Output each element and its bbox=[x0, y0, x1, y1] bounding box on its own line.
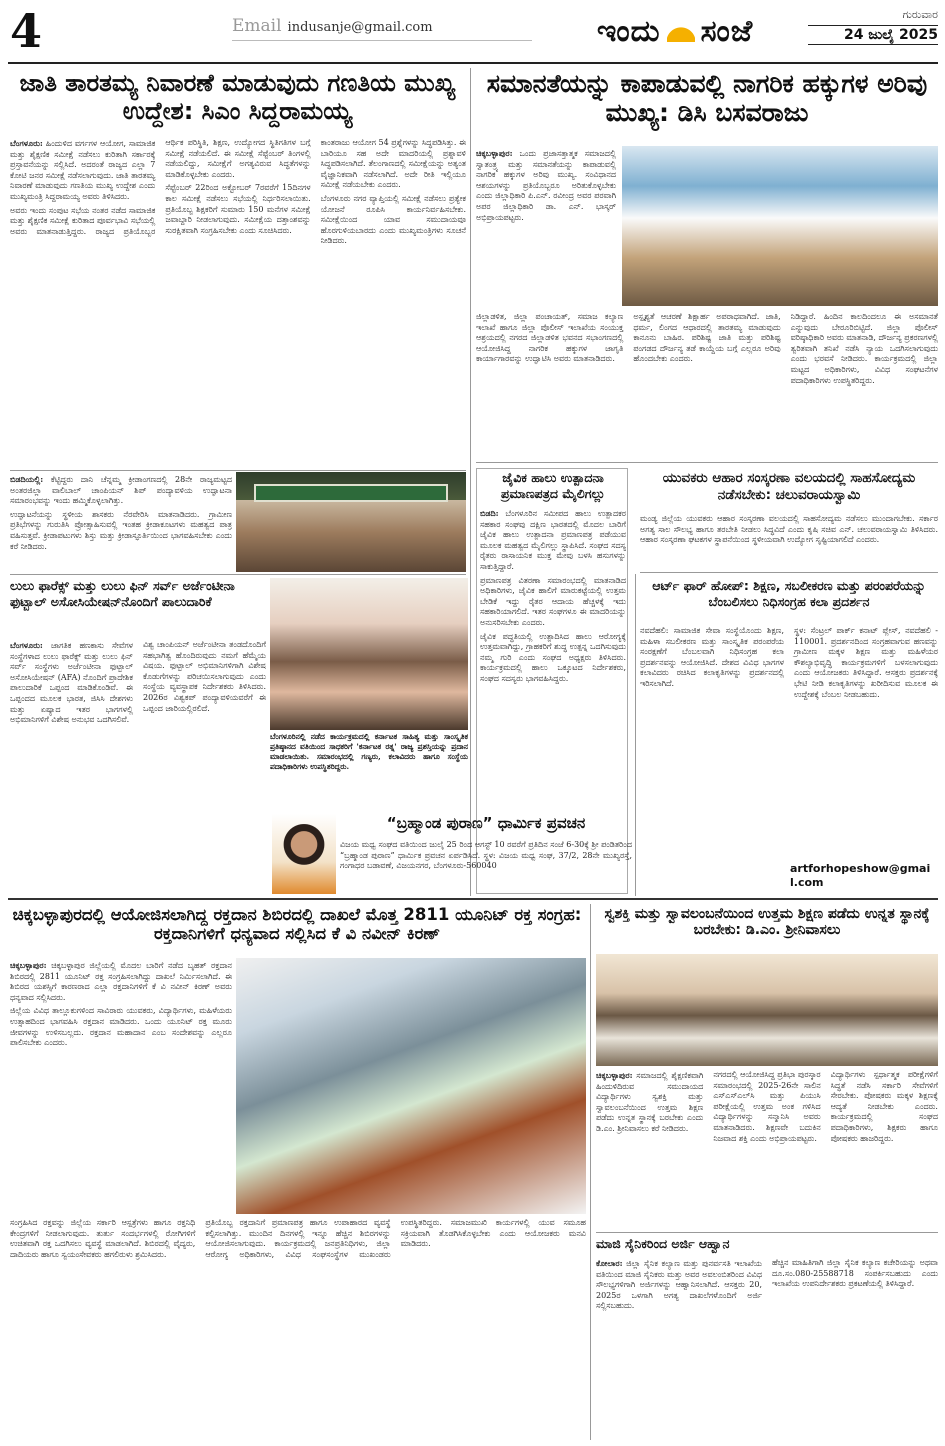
article-body bbox=[476, 148, 616, 306]
dateline: ಬೆಂಗಳೂರು: bbox=[10, 138, 43, 148]
paragraph: ನಗರದಲ್ಲಿ ಆಯೋಜಿಸಿದ್ದ ಪ್ರತಿಭಾ ಪುರಸ್ಕಾರ ಸಮಾರಂಭದಲ್ಲಿ 2025-26ನೇ ಸಾಲಿನ ಎಸ್ಎಸ್ಎಲ್‌ಸಿ ಮತ್ತು ಪಿಯುಸಿ ಪರೀಕ್ಷೆಯಲ್ಲಿ ಉತ್ತಮ ಅಂಕ ಗಳಿಸಿದ ವಿದ್ಯಾರ್ಥಿಗಳನ್ನು ಸನ್ಮಾನಿಸಿ ಅವರು ಮಾತನಾಡಿದರು. ಶಿಕ್ಷಣವೇ ಬದುಕಿನ ನಿಜವಾದ ಶಕ್ತಿ ಎಂದು ಅಭಿಪ್ರಾಯಪಟ್ಟರು. bbox=[713, 1070, 821, 1143]
dateline: ಬೆಂಗಳೂರು: bbox=[10, 640, 43, 650]
issue-date: 24 ಜುಲೈ 2025 bbox=[808, 25, 938, 45]
article-body bbox=[10, 474, 232, 570]
logo-text-right: ಸಂಜೆ bbox=[700, 13, 754, 49]
paragraph: ಜಿಲ್ಲೆಯ ವಿವಿಧ ತಾಲ್ಲೂಕುಗಳಿಂದ ಸಾವಿರಾರು ಯುವಕರು, ವಿದ್ಯಾರ್ಥಿಗಳು, ಮಹಿಳೆಯರು ಉತ್ಸಾಹದಿಂದ ಭಾಗವಹಿಸಿ ರಕ್ತದಾನ ಮಾಡಿದರು. ಒಂದು ಯೂನಿಟ್ ರಕ್ತ ಮೂರು ಜೀವಗಳನ್ನು ಉಳಿಸಬಲ್ಲದು. ರಕ್ತದಾನ ಮಹಾದಾನ ಎಂಬ ಸಂದೇಶವನ್ನು ಎಲ್ಲರೂ ಪಾಲಿಸಬೇಕು ಎಂದರು. bbox=[10, 1006, 232, 1048]
headline: “ಬ್ರಹ್ಮಾಂಡ ಪುರಾಣ” ಧಾರ್ಮಿಕ ಪ್ರವಚನ bbox=[386, 814, 586, 832]
headline: ಮಾಜಿ ಸೈನಿಕರಿಂದ ಅರ್ಜಿ ಆಹ್ವಾನ bbox=[596, 1236, 730, 1251]
paragraph: ಉದ್ಘಾಟನೆಯನ್ನು ಸ್ಥಳೀಯ ಶಾಸಕರು ನೆರವೇರಿಸಿ ಮಾತನಾಡಿದರು. ಗ್ರಾಮೀಣ ಪ್ರತಿಭೆಗಳನ್ನು ಗುರುತಿಸಿ ಪ್ರೋತ್ಸಾಹಿಸುವಲ್ಲಿ ಇಂತಹ ಕ್ರೀಡಾಕೂಟಗಳು ಮಹತ್ವದ ಪಾತ್ರ ವಹಿಸುತ್ತವೆ. ಕ್ರೀಡಾಪಟುಗಳು ಶಿಸ್ತು ಮತ್ತು ಕ್ರೀಡಾಸ್ಫೂರ್ತಿಯಿಂದ ಭಾಗವಹಿಸಬೇಕು ಎಂದು ಕರೆ ನೀಡಿದರು. bbox=[10, 509, 232, 551]
headline: ಯುವಕರು ಆಹಾರ ಸಂಸ್ಕರಣಾ ವಲಯದಲ್ಲಿ ಸಾಹಸೋದ್ಯಮ ನಡೆಸಬೇಕು: ಚಲುವರಾಯಸ್ವಾಮಿ bbox=[662, 470, 916, 503]
paragraph: ಬೆಂಗಳೂರಿನ ಸಮೀಪದ ಹಾಲು ಉತ್ಪಾದಕರ ಸಹಕಾರ ಸಂಘವು ದಕ್ಷಿಣ ಭಾರತದಲ್ಲಿ ಮೊದಲ ಬಾರಿಗೆ ಜೈವಿಕ ಹಾಲು ಉತ್ಪಾದನಾ ಪ್ರಮಾಣಪತ್ರ ಪಡೆಯುವ ಮೂಲಕ ಮಹತ್ವದ ಮೈಲಿಗಲ್ಲು ಸ್ಥಾಪಿಸಿದೆ. ಸಂಘದ ಸದಸ್ಯ ರೈತರು ರಾಸಾಯನಿಕ ಮುಕ್ತ ಮೇವು ಬಳಸಿ ಹಸುಗಳನ್ನು ಸಾಕುತ್ತಿದ್ದಾರೆ. bbox=[480, 509, 626, 571]
paragraph: ಹಿಂದುಳಿದ ವರ್ಗಗಳ ಆಯೋಗ, ಸಾಮಾಜಿಕ ಮತ್ತು ಶೈಕ್ಷಣಿಕ ಸಮೀಕ್ಷೆ ನಡೆಸಲು ಕುರಿತಾಗಿ ಸರ್ಕಾರಕ್ಕೆ ಪ್ರಸ್ತಾವನೆಯನ್ನು ಸಲ್ಲಿಸಿದೆ. ಅದರಂತೆ ರಾಜ್ಯದ ಎಲ್ಲಾ 7 ಕೋಟಿ ಜನರ ಸಮೀಕ್ಷೆ ನಡೆಸಲಾಗುವುದು. ಜಾತಿ ತಾರತಮ್ಯ ನಿವಾರಣೆ ಮಾಡುವುದು ಗಣತಿಯ ಮುಖ್ಯ ಉದ್ದೇಶ ಎಂದು ಮುಖ್ಯಮಂತ್ರಿ ಸಿದ್ದರಾಮಯ್ಯ ಅವರು ತಿಳಿಸಿದರು. bbox=[10, 139, 156, 201]
paragraph: ವಿಶ್ವ ಚಾಂಪಿಯನ್ ಅರ್ಜೆಂಟೀನಾ ತಂಡದೊಂದಿಗೆ ಸಹಭಾಗಿತ್ವ ಹೊಂದಿರುವುದು ನಮಗೆ ಹೆಮ್ಮೆಯ ವಿಷಯ. ಫುಟ್ಬಾಲ್ ಅಭಿಮಾನಿಗಳಿಗಾಗಿ ವಿಶೇಷ ಕೊಡುಗೆಗಳನ್ನು ಪರಿಚಯಿಸಲಾಗುವುದು ಎಂದು ಸಂಸ್ಥೆಯ ವ್ಯವಸ್ಥಾಪಕ ನಿರ್ದೇಶಕರು ತಿಳಿಸಿದರು. 2026ರ ವಿಶ್ವಕಪ್ ಪಂದ್ಯಾವಳಿಯವರೆಗೆ ಈ ಒಪ್ಪಂದ ಜಾರಿಯಲ್ಲಿರಲಿದೆ. bbox=[143, 640, 266, 713]
speaker-portrait bbox=[272, 814, 336, 894]
headline: ಸಮಾನತೆಯನ್ನು ಕಾಪಾಡುವಲ್ಲಿ ನಾಗರಿಕ ಹಕ್ಕುಗಳ ಅರಿವು ಮುಖ್ಯ: ಡಿಸಿ ಬಸವರಾಜು bbox=[486, 70, 928, 127]
paragraph: ನವದೆಹಲಿ: ಸಾಮಾಜಿಕ ಸೇವಾ ಸಂಸ್ಥೆಯೊಂದು ಶಿಕ್ಷಣ, ಮಹಿಳಾ ಸಬಲೀಕರಣ ಮತ್ತು ಸಾಂಸ್ಕೃತಿಕ ಪರಂಪರೆಯ ಸಂರಕ್ಷಣೆಗೆ ಬೆಂಬಲವಾಗಿ ನಿಧಿಸಂಗ್ರಹ ಕಲಾ ಪ್ರದರ್ಶನವನ್ನು ಆಯೋಜಿಸಿದೆ. ದೇಶದ ವಿವಿಧ ಭಾಗಗಳ ಕಲಾವಿದರು ರಚಿಸಿದ ಕಲಾಕೃತಿಗಳನ್ನು ಪ್ರದರ್ಶನದಲ್ಲಿ ಇರಿಸಲಾಗಿದೆ. bbox=[640, 626, 784, 688]
civil-rights-event-photo bbox=[622, 146, 938, 306]
logo-text-left: ಇಂದು bbox=[596, 13, 661, 49]
dateline: ಬಿಡದಿ: bbox=[480, 508, 499, 518]
article-rule bbox=[596, 1232, 938, 1233]
dateline: ಚಿಕ್ಕಬಳ್ಳಾಪುರ: bbox=[596, 1070, 633, 1080]
paragraph: ಜಿಲ್ಲಾ ಸೈನಿಕ ಕಲ್ಯಾಣ ಮತ್ತು ಪುನರ್ವಸತಿ ಇಲಾಖೆಯ ವತಿಯಿಂದ ಮಾಜಿ ಸೈನಿಕರು ಮತ್ತು ಅವರ ಅವಲಂಬಿತರಿಂದ ವಿವಿಧ ಸೌಲಭ್ಯಗಳಿಗಾಗಿ ಅರ್ಜಿಗಳನ್ನು ಆಹ್ವಾನಿಸಲಾಗಿದೆ. ಆಸಕ್ತರು 20, 2025ರ ಒಳಗಾಗಿ ಅಗತ್ಯ ದಾಖಲೆಗಳೊಂದಿಗೆ ಅರ್ಜಿ ಸಲ್ಲಿಸಬಹುದು. bbox=[596, 1259, 763, 1311]
paragraph: ಅವರು ಇಂದು ಸಂಪುಟ ಸಭೆಯ ನಂತರ ನಡೆದ ಸಾಮಾಜಿಕ ಮತ್ತು ಶೈಕ್ಷಣಿಕ ಸಮೀಕ್ಷೆ ಕುರಿತಾದ ಪೂರ್ವಭಾವಿ ಸಭೆಯಲ್ಲಿ ಅವರು ಮಾತನಾಡುತ್ತಿದ್ದರು. ರಾಜ್ಯದ ಪ್ರತಿಯೊಬ್ಬರ ಆರ್ಥಿಕ ಪರಿಸ್ಥಿತಿ, ಶಿಕ್ಷಣ, ಉದ್ಯೋಗದ ಸ್ಥಿತಿಗತಿಗಳ ಬಗ್ಗೆ ಸಮೀಕ್ಷೆ ನಡೆಯಲಿದೆ. ಈ ಸಮೀಕ್ಷೆ ಸೆಪ್ಟೆಂಬರ್ ತಿಂಗಳಲ್ಲಿ ನಡೆಯಲಿದ್ದು, ಸಮೀಕ್ಷೆಗೆ ಅಗತ್ಯವಿರುವ ಸಿದ್ಧತೆಗಳನ್ನು ಮಾಡಿಕೊಳ್ಳಬೇಕು ಎಂದರು. bbox=[10, 138, 311, 236]
article-body bbox=[596, 1258, 938, 1440]
email-label: Email bbox=[232, 16, 282, 36]
article-body bbox=[10, 138, 466, 466]
masthead-rule bbox=[8, 62, 938, 64]
volleyball-event-photo bbox=[236, 472, 466, 572]
article-body bbox=[596, 1070, 938, 1228]
article-body bbox=[10, 640, 266, 892]
headline: ಆರ್ಟ್ ಫಾರ್ ಹೋಪ್: ಶಿಕ್ಷಣ, ಸಬಲೀಕರಣ ಮತ್ತು ಪರಂಪರೆಯನ್ನು ಬೆಂಬಲಿಸಲು ನಿಧಿಸಂಗ್ರಹ ಕಲಾ ಪ್ರದರ್ಶನ bbox=[652, 578, 926, 609]
headline: ಜಾತಿ ತಾರತಮ್ಯ ನಿವಾರಣೆ ಮಾಡುವುದು ಗಣತಿಯ ಮುಖ್ಯ ಉದ್ದೇಶ: ಸಿಎಂ ಸಿದ್ದರಾಮಯ್ಯ bbox=[19, 70, 456, 125]
headline: ಜೈವಿಕ ಹಾಲು ಉತ್ಪಾದನಾ ಪ್ರಮಾಣಪತ್ರದ ಮೈಲಿಗಲ್ಲು bbox=[500, 470, 606, 501]
section-rule bbox=[8, 898, 938, 900]
dateline-block bbox=[808, 8, 938, 45]
column-rule bbox=[635, 574, 636, 896]
paragraph: ನಿಡಿದ್ದಾರೆ. ಹಿಂದಿನ ಕಾಲದಿಂದಲೂ ಈ ಅಸಮಾನತೆ ಎನ್ನುವುದು ಬೇರೂರಿಬಿಟ್ಟಿದೆ. ಜಿಲ್ಲಾ ಪೊಲೀಸ್ ವರಿಷ್ಠಾಧಿಕಾರಿ ಅವರು ಮಾತನಾಡಿ, ದೌರ್ಜನ್ಯ ಪ್ರಕರಣಗಳಲ್ಲಿ ತ್ವರಿತವಾಗಿ ತನಿಖೆ ನಡೆಸಿ ನ್ಯಾಯ ಒದಗಿಸಲಾಗುವುದು ಎಂದು ಭರವಸೆ ನೀಡಿದರು. ಕಾರ್ಯಕ್ರಮದಲ್ಲಿ ಜಿಲ್ಲಾ ಮಟ್ಟದ ಅಧಿಕಾರಿಗಳು, ವಿವಿಧ ಸಂಘಟನೆಗಳ ಪದಾಧಿಕಾರಿಗಳು ಉಪಸ್ಥಿತರಿದ್ದರು. bbox=[790, 312, 938, 385]
article-body bbox=[340, 840, 632, 894]
headline: ಚಿಕ್ಕಬಳ್ಳಾಪುರದಲ್ಲಿ ಆಯೋಜಿಸಲಾಗಿದ್ದ ರಕ್ತದಾನ ಶಿಬಿರದಲ್ಲಿ ದಾಖಲೆ ಮೊತ್ತ 2811 ಯೂನಿಟ್ ರಕ್ತ ಸಂಗ್ರಹ: ರಕ್ತದಾನಿಗಳಿಗೆ ಧನ್ಯವಾದ ಸಲ್ಲಿಸಿದ ಕೆ ವಿ ನವೀನ್ ಕಿರಣ್ bbox=[12, 906, 582, 943]
sun-logo-icon bbox=[667, 20, 695, 42]
day-of-week: ಗುರುವಾರ bbox=[902, 8, 938, 21]
dateline: ಕೋಲಾರ: bbox=[596, 1258, 623, 1268]
blood-camp-photo bbox=[236, 958, 586, 1214]
column-rule bbox=[470, 68, 471, 896]
photo-caption: ಬೆಂಗಳೂರಿನಲ್ಲಿ ನಡೆದ ಕಾರ್ಯಕ್ರಮದಲ್ಲಿ ಕರ್ನಾಟಕ ಸಾಹಿತ್ಯ ಮತ್ತು ಸಾಂಸ್ಕೃತಿಕ ಪ್ರತಿಷ್ಠಾನದ ವತಿಯಿಂದ ಸಾಧಕರಿಗೆ 'ಕರ್ನಾಟಕ ರತ್ನ' ರಾಜ್ಯ ಪ್ರಶಸ್ತಿಯನ್ನು ಪ್ರದಾನ ಮಾಡಲಾಯಿತು. ಸಮಾರಂಭದಲ್ಲಿ ಗಣ್ಯರು, ಕಲಾವಿದರು ಹಾಗೂ ಸಂಸ್ಥೆಯ ಪದಾಧಿಕಾರಿಗಳು ಉಪಸ್ಥಿತರಿದ್ದರು. bbox=[270, 732, 468, 810]
article-body bbox=[640, 514, 938, 570]
dateline: ಬಿಡದಿಯಲ್ಲಿ: bbox=[10, 474, 44, 484]
paragraph: ಸಮಾಜದಲ್ಲಿ ಶೈಕ್ಷಣಿಕವಾಗಿ ಹಿಂದುಳಿದಿರುವ ಸಮುದಾಯದ ವಿದ್ಯಾರ್ಥಿಗಳು ಸ್ವಶಕ್ತಿ ಮತ್ತು ಸ್ವಾವಲಂಬನೆಯಿಂದ ಉತ್ತಮ ಶಿಕ್ಷಣ ಪಡೆದು ಉನ್ನತ ಸ್ಥಾನಕ್ಕೆ ಬರಬೇಕು ಎಂದು ಡಿ.ಎಂ. ಶ್ರೀನಿವಾಸಲು ಕರೆ ನೀಡಿದರು. bbox=[596, 1071, 704, 1133]
article-rule bbox=[10, 574, 466, 575]
paragraph: ಚಿಕ್ಕಬಳ್ಳಾಪುರ ಜಿಲ್ಲೆಯಲ್ಲಿ ಮೊದಲ ಬಾರಿಗೆ ನಡೆದ ಬೃಹತ್ ರಕ್ತದಾನ ಶಿಬಿರದಲ್ಲಿ 2811 ಯೂನಿಟ್ ರಕ್ತ ಸಂಗ್ರಹಿಸಲಾಗಿದ್ದು ದಾಖಲೆ ನಿರ್ಮಿಸಲಾಗಿದೆ. ಈ ಶಿಬಿರದ ಯಶಸ್ಸಿಗೆ ಕಾರಣರಾದ ಎಲ್ಲಾ ರಕ್ತದಾನಿಗಳಿಗೆ ಕೆ ವಿ ನವೀನ್ ಕಿರಣ್ ಅವರು ಧನ್ಯವಾದ ಸಲ್ಲಿಸಿದರು. bbox=[10, 961, 232, 1002]
paragraph: ಜಿಲ್ಲಾಡಳಿತ, ಜಿಲ್ಲಾ ಪಂಚಾಯತ್, ಸಮಾಜ ಕಲ್ಯಾಣ ಇಲಾಖೆ ಹಾಗೂ ಜಿಲ್ಲಾ ಪೊಲೀಸ್ ಇಲಾಖೆಯ ಸಂಯುಕ್ತ ಆಶ್ರಯದಲ್ಲಿ ನಗರದ ಜಿಲ್ಲಾಡಳಿತ ಭವನದ ಸಭಾಂಗಣದಲ್ಲಿ ಆಯೋಜಿಸಿದ್ದ ನಾಗರಿಕ ಹಕ್ಕುಗಳ ಜಾಗೃತಿ ಕಾರ್ಯಾಗಾರವನ್ನು ಉದ್ಘಾಟಿಸಿ ಅವರು ಮಾತನಾಡಿದರು. bbox=[476, 312, 624, 364]
paragraph: ಸಂಗ್ರಹಿಸಿದ ರಕ್ತವನ್ನು ಜಿಲ್ಲೆಯ ಸರ್ಕಾರಿ ಆಸ್ಪತ್ರೆಗಳು ಹಾಗೂ ರಕ್ತನಿಧಿ ಕೇಂದ್ರಗಳಿಗೆ ನೀಡಲಾಗುವುದು. ತುರ್ತು ಸಂದರ್ಭಗಳಲ್ಲಿ ರೋಗಿಗಳಿಗೆ ಉಚಿತವಾಗಿ ರಕ್ತ ಒದಗಿಸಲು ವ್ಯವಸ್ಥೆ ಮಾಡಲಾಗಿದೆ. ಶಿಬಿರದಲ್ಲಿ ವೈದ್ಯರು, ದಾದಿಯರು ಹಾಗೂ ಸ್ವಯಂಸೇವಕರು ಹಗಲಿರುಳು ಶ್ರಮಿಸಿದರು. bbox=[10, 1218, 196, 1259]
paragraph: ಪ್ರತಿಯೊಬ್ಬ ರಕ್ತದಾನಿಗೆ ಪ್ರಮಾಣಪತ್ರ ಹಾಗೂ ಉಪಾಹಾರದ ವ್ಯವಸ್ಥೆ ಕಲ್ಪಿಸಲಾಗಿತ್ತು. ಮುಂದಿನ ದಿನಗಳಲ್ಲಿ ಇನ್ನೂ ಹೆಚ್ಚಿನ ಶಿಬಿರಗಳನ್ನು ಆಯೋಜಿಸಲಾಗುವುದು. ಕಾರ್ಯಕ್ರಮದಲ್ಲಿ ಜನಪ್ರತಿನಿಧಿಗಳು, ಜಿಲ್ಲಾ ಆರೋಗ್ಯ ಅಧಿಕಾರಿಗಳು, ವಿವಿಧ ಸಂಘಸಂಸ್ಥೆಗಳ ಮುಖಂಡರು ಉಪಸ್ಥಿತರಿದ್ದರು. ಸಮಾಜಮುಖಿ ಕಾರ್ಯಗಳಲ್ಲಿ ಯುವ ಸಮೂಹ ಸಕ್ರಿಯವಾಗಿ ತೊಡಗಿಸಿಕೊಳ್ಳಬೇಕು ಎಂದು ಆಯೋಜಕರು ಮನವಿ ಮಾಡಿದರು. bbox=[205, 1218, 586, 1259]
page-number: 4 bbox=[10, 8, 43, 54]
article-rule bbox=[476, 462, 938, 463]
paragraph: ಹೆಚ್ಚಿನ ಮಾಹಿತಿಗಾಗಿ ಜಿಲ್ಲಾ ಸೈನಿಕ ಕಲ್ಯಾಣ ಕಚೇರಿಯನ್ನು ಅಥವಾ ದೂ.ಸಂ.080-25588718 ಸಂಪರ್ಕಿಸಬಹುದು ಎಂದು ಇಲಾಖೆಯ ಉಪನಿರ್ದೇಶಕರು ಪ್ರಕಟಣೆಯಲ್ಲಿ ತಿಳಿಸಿದ್ದಾರೆ. bbox=[772, 1258, 938, 1289]
paragraph: ಅಸ್ಪೃಶ್ಯತೆ ಆಚರಣೆ ಶಿಕ್ಷಾರ್ಹ ಅಪರಾಧವಾಗಿದೆ. ಜಾತಿ, ಧರ್ಮ, ಲಿಂಗದ ಆಧಾರದಲ್ಲಿ ತಾರತಮ್ಯ ಮಾಡುವುದು ಕಾನೂನು ಬಾಹಿರ. ಪರಿಶಿಷ್ಟ ಜಾತಿ ಮತ್ತು ಪರಿಶಿಷ್ಟ ಪಂಗಡದ ದೌರ್ಜನ್ಯ ತಡೆ ಕಾಯ್ದೆಯ ಬಗ್ಗೆ ಎಲ್ಲರೂ ಅರಿವು ಹೊಂದಬೇಕು ಎಂದರು. bbox=[633, 312, 781, 364]
masthead-logo bbox=[555, 6, 795, 56]
email-line bbox=[232, 16, 433, 36]
paragraph: ಜಾಗತಿಕ ಹಣಕಾಸು ಸೇವೆಗಳ ಸಂಸ್ಥೆಗಳಾದ ಲುಲು ಫಾರೆಕ್ಸ್ ಮತ್ತು ಲುಲು ಫಿನ್ ಸರ್ವ್ ಸಂಸ್ಥೆಗಳು ಅರ್ಜೆಂಟೀನಾ ಫುಟ್ಬಾಲ್ ಅಸೋಸಿಯೇಷನ್ (AFA) ನೊಂದಿಗೆ ಪ್ರಾದೇಶಿಕ ಪಾಲುದಾರಿಕೆ ಒಪ್ಪಂದ ಮಾಡಿಕೊಂಡಿವೆ. ಈ ಒಪ್ಪಂದದ ಮೂಲಕ ಭಾರತ, ಜಿಸಿಸಿ ದೇಶಗಳು ಮತ್ತು ಏಷ್ಯಾದ ಇತರ ಭಾಗಗಳಲ್ಲಿ ಅಭಿಮಾನಿಗಳಿಗೆ ವಿಶೇಷ ಅನುಭವ ಒದಗಿಸಲಿವೆ. bbox=[10, 641, 133, 725]
article-body bbox=[640, 626, 938, 860]
paragraph: ಕೆಟ್ಟಿದ್ದರು ದಾನಿ ಚೆನ್ನಮ್ಮ ಕ್ರೀಡಾಂಗಣದಲ್ಲಿ 28ನೇ ರಾಜ್ಯಮಟ್ಟದ ಅಂತರಜಿಲ್ಲಾ ವಾಲಿಬಾಲ್ ಚಾಂಪಿಯನ್ ಶಿಪ್ ಪಂದ್ಯಾವಳಿಯ ಉದ್ಘಾಟನಾ ಸಮಾರಂಭವನ್ನು ಇಂದು ಹಮ್ಮಿಕೊಳ್ಳಲಾಗಿತ್ತು. bbox=[10, 475, 232, 506]
paragraph: ಮಂಡ್ಯ ಜಿಲ್ಲೆಯ ಯುವಕರು ಆಹಾರ ಸಂಸ್ಕರಣಾ ವಲಯದಲ್ಲಿ ಸಾಹಸೋದ್ಯಮ ನಡೆಸಲು ಮುಂದಾಗಬೇಕು. ಸರ್ಕಾರ ಅಗತ್ಯ ಸಾಲ ಸೌಲಭ್ಯ ಹಾಗೂ ತರಬೇತಿ ನೀಡಲು ಸಿದ್ಧವಿದೆ ಎಂದು ಕೃಷಿ ಸಚಿವ ಎನ್. ಚಲುವರಾಯಸ್ವಾಮಿ ತಿಳಿಸಿದರು. ಆಹಾರ ಸಂಸ್ಕರಣಾ ಘಟಕಗಳ ಸ್ಥಾಪನೆಯಿಂದ ಸ್ಥಳೀಯವಾಗಿ ಉದ್ಯೋಗ ಸೃಷ್ಟಿಯಾಗಲಿದೆ ಎಂದರು. bbox=[640, 514, 938, 545]
paragraph: ಕಾಂತರಾಜು ಆಯೋಗ 54 ಪ್ರಶ್ನೆಗಳನ್ನು ಸಿದ್ಧಪಡಿಸಿತ್ತು. ಈ ಬಾರಿಯೂ ಸಹ ಅದೇ ಮಾದರಿಯಲ್ಲಿ ಪ್ರಶ್ನಾವಳಿ ಸಿದ್ಧಪಡಿಸಲಾಗಿದೆ. ತೆಲಂಗಾಣದಲ್ಲಿ ಸಮೀಕ್ಷೆಯನ್ನು ಅತ್ಯಂತ ವೈಜ್ಞಾನಿಕವಾಗಿ ನಡೆಸಲಾಗಿದೆ. ಅದೇ ರೀತಿ ಇಲ್ಲಿಯೂ ಸಮೀಕ್ಷೆ ನಡೆಯಬೇಕು ಎಂದರು. bbox=[320, 138, 466, 190]
paragraph: ಒಂದು ಪ್ರಜಾಸತ್ತಾತ್ಮಕ ಸಮಾಜದಲ್ಲಿ ಸ್ವಾತಂತ್ರ್ಯ ಮತ್ತು ಸಮಾನತೆಯನ್ನು ಕಾಪಾಡುವಲ್ಲಿ ನಾಗರಿಕ ಹಕ್ಕುಗಳ ಅರಿವು ಮುಖ್ಯ. ಸಂವಿಧಾನದ ಆಶಯಗಳನ್ನು ಪ್ರತಿಯೊಬ್ಬರೂ ಅರಿತುಕೊಳ್ಳಬೇಕು ಎಂದು ಜಿಲ್ಲಾಧಿಕಾರಿ ಪಿ.ಎನ್. ರವೀಂದ್ರ ಅವರ ಪರವಾಗಿ ಅಪರ ಜಿಲ್ಲಾಧಿಕಾರಿ ಡಾ. ಎನ್. ಭಾಸ್ಕರ್ ಅಭಿಪ್ರಾಯಪಟ್ಟರು. bbox=[476, 149, 616, 222]
paragraph: ಸೆಪ್ಟೆಂಬರ್ 22ರಿಂದ ಅಕ್ಟೋಬರ್ 7ರವರೆಗೆ 15ದಿನಗಳ ಕಾಲ ಸಮೀಕ್ಷೆ ನಡೆಸಲು ಸಭೆಯಲ್ಲಿ ನಿರ್ಧರಿಸಲಾಯಿತು. ಪ್ರತಿಯೊಬ್ಬ ಶಿಕ್ಷಕರಿಗೆ ಸುಮಾರು 150 ಮನೆಗಳ ಸಮೀಕ್ಷೆ ಜವಾಬ್ದಾರಿ ನೀಡಲಾಗುವುದು. ಸಮೀಕ್ಷೆಯ ದತ್ತಾಂಶವನ್ನು ಸುರಕ್ಷಿತವಾಗಿ ಸಂಗ್ರಹಿಸಬೇಕು ಎಂದು ಸೂಚಿಸಿದರು. bbox=[165, 183, 311, 235]
dateline: ಚಿಕ್ಕಬಳ್ಳಾಪುರ: bbox=[10, 960, 47, 970]
headline: ಲುಲು ಫಾರೆಕ್ಸ್ ಮತ್ತು ಲುಲು ಫಿನ್ ಸರ್ವ್ ಅರ್ಜೆಂಟೀನಾ ಫುಟ್ಬಾಲ್ ಅಸೋಸಿಯೇಷನ್‌ನೊಂದಿಗೆ ಪಾಲುದಾರಿಕೆ bbox=[10, 578, 235, 609]
headline: ಸ್ವಶಕ್ತಿ ಮತ್ತು ಸ್ವಾವಲಂಬನೆಯಿಂದ ಉತ್ತಮ ಶಿಕ್ಷಣ ಪಡೆದು ಉನ್ನತ ಸ್ಥಾನಕ್ಕೆ ಬರಬೇಕು: ಡಿ.ಎಂ. ಶ್ರೀನಿವಾಸಲು bbox=[604, 906, 930, 939]
paragraph: ಜೈವಿಕ ಪದ್ಧತಿಯಲ್ಲಿ ಉತ್ಪಾದಿಸಿದ ಹಾಲು ಆರೋಗ್ಯಕ್ಕೆ ಉತ್ತಮವಾಗಿದ್ದು, ಗ್ರಾಹಕರಿಗೆ ಶುದ್ಧ ಉತ್ಪನ್ನ ಒದಗಿಸುವುದು ನಮ್ಮ ಗುರಿ ಎಂದು ಸಂಘದ ಅಧ್ಯಕ್ಷರು ತಿಳಿಸಿದರು. ಕಾರ್ಯಕ್ರಮದಲ್ಲಿ ಹಾಲು ಒಕ್ಕೂಟದ ನಿರ್ದೇಶಕರು, ಸಂಘದ ಸದಸ್ಯರು ಭಾಗವಹಿಸಿದ್ದರು. bbox=[480, 631, 626, 683]
article-body bbox=[10, 1218, 586, 1440]
article-rule bbox=[640, 572, 938, 573]
education-event-photo bbox=[596, 954, 938, 1066]
paragraph: ಸ್ಥಳ: ಸೆಂಟ್ರಲ್ ಪಾರ್ಕ್ ಕನಾಟ್ ಪ್ಲೇಸ್, ನವದೆಹಲಿ - 110001. ಪ್ರದರ್ಶನದಿಂದ ಸಂಗ್ರಹವಾಗುವ ಹಣವನ್ನು ಗ್ರಾಮೀಣ ಮಕ್ಕಳ ಶಿಕ್ಷಣ ಮತ್ತು ಮಹಿಳೆಯರ ಕೌಶಲ್ಯಾಭಿವೃದ್ಧಿ ಕಾರ್ಯಕ್ರಮಗಳಿಗೆ ಬಳಸಲಾಗುವುದು ಎಂದು ಆಯೋಜಕರು ತಿಳಿಸಿದ್ದಾರೆ. ಆಸಕ್ತರು ಪ್ರದರ್ಶನಕ್ಕೆ ಭೇಟಿ ನೀಡಿ ಕಲಾಕೃತಿಗಳನ್ನು ಖರೀದಿಸುವ ಮೂಲಕ ಈ ಉದ್ದೇಶಕ್ಕೆ ಬೆಂಬಲ ನೀಡಬಹುದು. bbox=[794, 626, 938, 699]
dateline: ಚಿಕ್ಕಬಳ್ಳಾಪುರ: bbox=[476, 148, 513, 158]
paragraph: ವಿಜಯ ಮಧ್ವ ಸಂಘದ ವತಿಯಿಂದ ಜುಲೈ 25 ರಿಂದ ಆಗಸ್ಟ್ 10 ರವರೆಗೆ ಪ್ರತಿದಿನ ಸಂಜೆ 6-30ಕ್ಕೆ ಶ್ರೀ ಪಂಡಿತರಿಂದ “ಬ್ರಹ್ಮಾಂಡ ಪುರಾಣ” ಧಾರ್ಮಿಕ ಪ್ರವಚನ ಏರ್ಪಡಿಸಿದೆ. ಸ್ಥಳ: ವಿಜಯ ಮಧ್ವ ಸಂಘ, 37/2, 28ನೇ ಮುಖ್ಯರಸ್ತೆ, ಗಂಗಾಧರ ಬಡಾವಣೆ, ವಿಜಯನಗರ, ಬೆಂಗಳೂರು-560040 bbox=[340, 840, 632, 871]
paragraph: ವಿದ್ಯಾರ್ಥಿಗಳು ಸ್ಪರ್ಧಾತ್ಮಕ ಪರೀಕ್ಷೆಗಳಿಗೆ ಸಿದ್ಧತೆ ನಡೆಸಿ ಸರ್ಕಾರಿ ಸೇವೆಗಳಿಗೆ ಸೇರಬೇಕು. ಪೋಷಕರು ಮಕ್ಕಳ ಶಿಕ್ಷಣಕ್ಕೆ ಆದ್ಯತೆ ನೀಡಬೇಕು ಎಂದರು. ಕಾರ್ಯಕ್ರಮದಲ್ಲಿ ಸಂಘದ ಪದಾಧಿಕಾರಿಗಳು, ಶಿಕ್ಷಕರು ಹಾಗೂ ಪೋಷಕರು ಹಾಜರಿದ್ದರು. bbox=[830, 1070, 938, 1143]
article-body bbox=[476, 312, 938, 462]
email-rule bbox=[232, 40, 532, 41]
paragraph: ಬೆಂಗಳೂರು ನಗರ ವ್ಯಾಪ್ತಿಯಲ್ಲಿ ಸಮೀಕ್ಷೆ ನಡೆಸಲು ಪ್ರತ್ಯೇಕ ಯೋಜನೆ ರೂಪಿಸಿ ಕಾರ್ಯನಿರ್ವಹಿಸಬೇಕು. ಸಮೀಕ್ಷೆಯಿಂದ ಯಾವ ಸಮುದಾಯವೂ ಹೊರಗುಳಿಯಬಾರದು ಎಂದು ಮುಖ್ಯಮಂತ್ರಿಗಳು ಸೂಚನೆ ನೀಡಿದರು. bbox=[320, 193, 466, 246]
contact-email[interactable]: artforhopeshow@gmail.com bbox=[790, 862, 931, 889]
column-rule bbox=[590, 904, 591, 1440]
article-rule bbox=[10, 470, 466, 471]
email-address[interactable]: indusanje@gmail.com bbox=[287, 20, 433, 35]
article-body bbox=[10, 960, 232, 1214]
award-ceremony-photo bbox=[270, 578, 468, 730]
paragraph: ಪ್ರಮಾಣಪತ್ರ ವಿತರಣಾ ಸಮಾರಂಭದಲ್ಲಿ ಮಾತನಾಡಿದ ಅಧಿಕಾರಿಗಳು, ಜೈವಿಕ ಹಾಲಿಗೆ ಮಾರುಕಟ್ಟೆಯಲ್ಲಿ ಉತ್ತಮ ಬೇಡಿಕೆ ಇದ್ದು ರೈತರ ಆದಾಯ ಹೆಚ್ಚಳಕ್ಕೆ ಇದು ಸಹಕಾರಿಯಾಗಲಿದೆ. ಇತರ ಸಂಘಗಳೂ ಈ ಮಾದರಿಯನ್ನು ಅನುಸರಿಸಬೇಕು ಎಂದರು. bbox=[480, 575, 626, 627]
